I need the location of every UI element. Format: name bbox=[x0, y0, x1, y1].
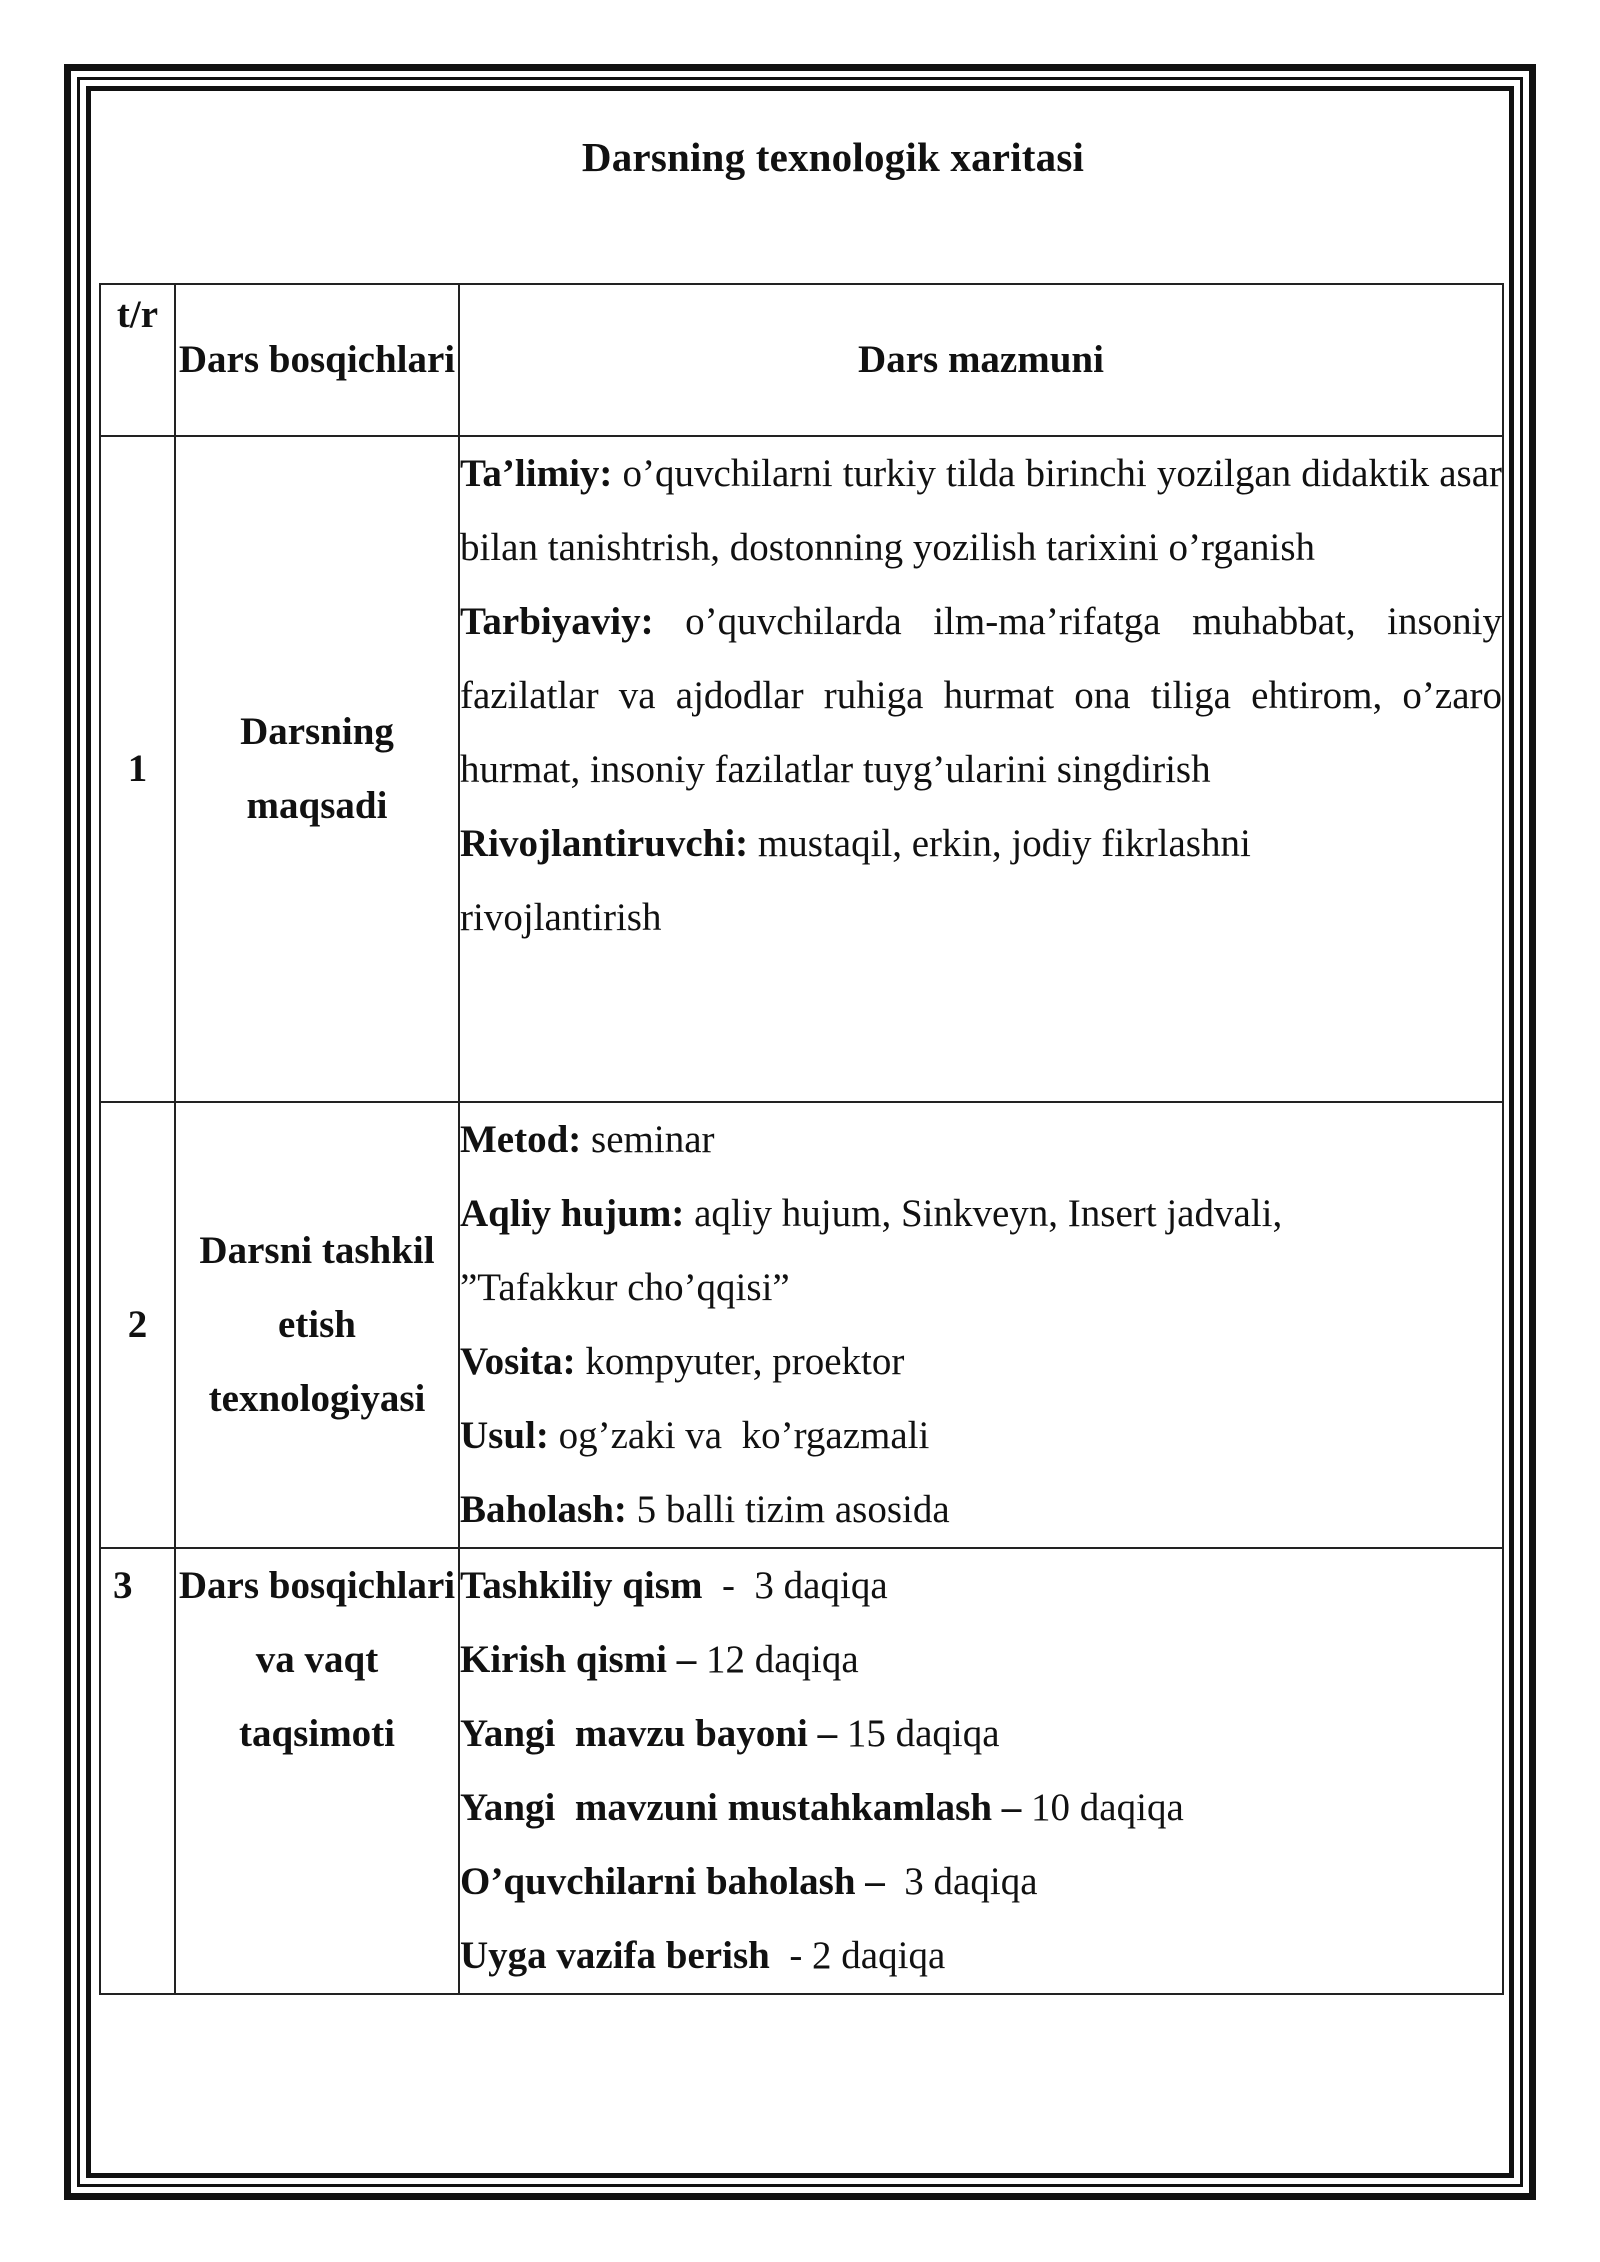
content-item-label: Tashkiliy qism bbox=[460, 1564, 703, 1607]
content-item-label: Rivojlantiruvchi: bbox=[460, 822, 749, 865]
row-number: 1 bbox=[100, 436, 175, 1102]
content-item-text: - 3 daqiqa bbox=[702, 1564, 888, 1607]
content-item bbox=[460, 1473, 1502, 1547]
content-item-text: o’quvchilarni turkiy tilda birinchi yozilgan didaktik asar bilan tanishtrish, dostonning yozilish tarixini o’rganish bbox=[460, 452, 1502, 569]
row-stage: Dars bosqichlari va vaqt taqsimoti bbox=[175, 1548, 459, 1994]
content-item bbox=[460, 1103, 1502, 1177]
content-item-label: Aqliy hujum: bbox=[460, 1192, 685, 1235]
content-item-label: Baholash: bbox=[460, 1488, 627, 1531]
row-stage: Darsni tashkil etish texnologiyasi bbox=[175, 1102, 459, 1548]
content-item-label: Usul: bbox=[460, 1414, 549, 1457]
content-item-label: Yangi mavzuni mustahkamlash – bbox=[460, 1786, 1022, 1829]
content-item-text: 15 daqiqa bbox=[837, 1712, 1000, 1755]
row-number: 2 bbox=[100, 1102, 175, 1548]
content-item bbox=[460, 1697, 1502, 1771]
table-row bbox=[100, 1102, 1503, 1548]
content-item-text: kompyuter, proektor bbox=[575, 1340, 905, 1383]
content-item bbox=[460, 1549, 1502, 1623]
content-item-label: Tarbiyaviy: bbox=[460, 600, 654, 643]
content-item bbox=[460, 807, 1502, 955]
content-item bbox=[460, 1399, 1502, 1473]
row-stage: Darsning maqsadi bbox=[175, 436, 459, 1102]
technology-map-table bbox=[99, 283, 1504, 1995]
page-title: Darsning texnologik xaritasi bbox=[581, 134, 1085, 180]
header-number: t/r bbox=[100, 284, 175, 436]
content-item-label: O’quvchilarni baholash – bbox=[460, 1860, 885, 1903]
table-row bbox=[100, 1548, 1503, 1994]
content-item bbox=[460, 1177, 1502, 1325]
content-item-label: Ta’limiy: bbox=[460, 452, 613, 495]
table-header-row bbox=[100, 284, 1503, 436]
header-content: Dars mazmuni bbox=[459, 284, 1503, 436]
content-item-text: 5 balli tizim asosida bbox=[626, 1488, 950, 1531]
content-item-text: 3 daqiqa bbox=[884, 1860, 1038, 1903]
table-row bbox=[100, 436, 1503, 1102]
content-item-text: mustaqil, erkin, jodiy fikrlashni rivojlantirish bbox=[460, 822, 1251, 939]
content-item bbox=[460, 1919, 1502, 1993]
content-item bbox=[460, 1325, 1502, 1399]
row-content bbox=[459, 1102, 1503, 1548]
content-item-label: Yangi mavzu bayoni – bbox=[460, 1712, 838, 1755]
content-item-text: o’quvchilarda ilm-ma’rifatga muhabbat, insoniy fazilatlar va ajdodlar ruhiga hurmat ona tiliga ehtirom, o’zaro hurmat, insoniy fazilatlar tuyg’ularini singdirish bbox=[460, 600, 1502, 791]
content-item-text: seminar bbox=[581, 1118, 715, 1161]
content-item bbox=[460, 1623, 1502, 1697]
header-stage: Dars bosqichlari bbox=[175, 284, 459, 436]
content-item-label: Kirish qismi – bbox=[460, 1638, 697, 1681]
content-item bbox=[460, 437, 1502, 585]
row-content bbox=[459, 1548, 1503, 1994]
content-item-text: 10 daqiqa bbox=[1021, 1786, 1184, 1829]
content-item-text: - 2 daqiqa bbox=[769, 1934, 946, 1977]
content-item bbox=[460, 1771, 1502, 1845]
content-item-text: 12 daqiqa bbox=[696, 1638, 859, 1681]
row-number: 3 bbox=[100, 1548, 175, 1994]
row-content bbox=[459, 436, 1503, 1102]
content-item-text: og’zaki va ko’rgazmali bbox=[548, 1414, 930, 1457]
content-item bbox=[460, 1845, 1502, 1919]
content-item bbox=[460, 585, 1502, 807]
content-item-label: Vosita: bbox=[460, 1340, 576, 1383]
content-item-text: aqliy hujum, Sinkveyn, Insert jadvali, ”Tafakkur cho’qqisi” bbox=[460, 1192, 1283, 1309]
content-item-label: Uyga vazifa berish bbox=[460, 1934, 770, 1977]
content-item-label: Metod: bbox=[460, 1118, 582, 1161]
